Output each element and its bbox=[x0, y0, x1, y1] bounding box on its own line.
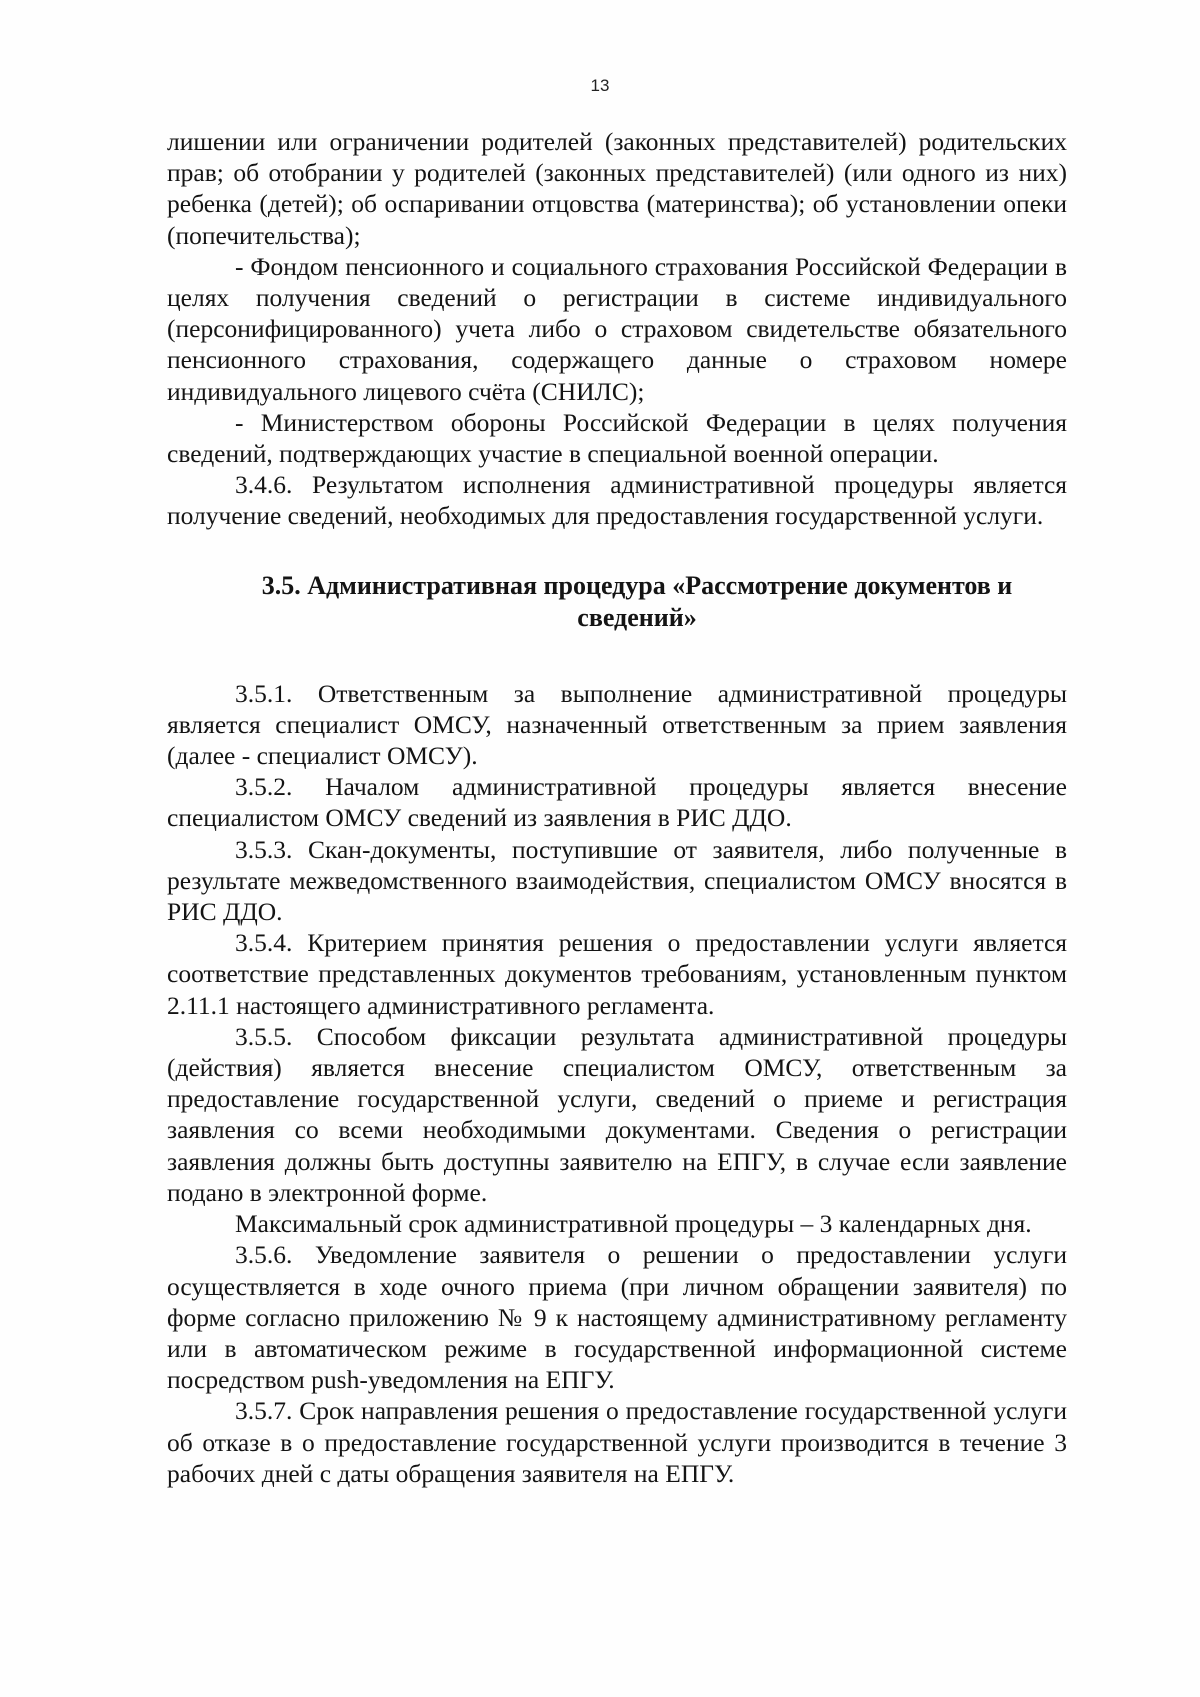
paragraph-3-5-5: 3.5.5. Способом фиксации результата административной процедуры (действия) является внесение специалистом ОМСУ, ответственным за предоставление государственной услуги, сведений о приеме и регистрация заявления со всеми необходимыми документами. Сведения о регистрации заявления должны быть доступны заявителю на ЕПГУ, в случае если заявление подано в электронной форме. bbox=[167, 1021, 1067, 1207]
paragraph-pension-fund: - Фондом пенсионного и социального страхования Российской Федерации в целях получения сведений о регистрации в системе индивидуального (персонифицированного) учета либо о страховом свидетельстве обязательного пенсионного страхования, содержащего данные о страховом номере индивидуального лицевого счёта (СНИЛС); bbox=[167, 251, 1067, 406]
paragraph-3-5-1: 3.5.1. Ответственным за выполнение административной процедуры является специалист ОМСУ, назначенный ответственным за прием заявления (далее - специалист ОМСУ). bbox=[167, 678, 1067, 771]
paragraph-defense-ministry: - Министерством обороны Российской Федерации в целях получения сведений, подтверждающих участие в специальной военной операции. bbox=[167, 407, 1067, 469]
paragraph-3-5-7: 3.5.7. Срок направления решения о предоставление государственной услуги об отказе в о предоставление государственной услуги производится в течение 3 рабочих дней с даты обращения заявителя на ЕПГУ. bbox=[167, 1396, 1067, 1488]
paragraph-3-5-3: 3.5.3. Скан-документы, поступившие от заявителя, либо полученные в результате межведомственного взаимодействия, специалистом ОМСУ вносятся в РИС ДДО. bbox=[167, 834, 1067, 927]
paragraph-3-4-6: 3.4.6. Результатом исполнения административной процедуры является получение сведений, необходимых для предоставления государственной услуги. bbox=[167, 470, 1067, 531]
page-number: 13 bbox=[590, 76, 610, 95]
paragraph-3-5-6: 3.5.6. Уведомление заявителя о решении о предоставлении услуги осуществляется в ходе очного приема (при личном обращении заявителя) по форме согласно приложению № 9 к настоящему административному регламенту или в автоматическом режиме в государственной информационной системе посредством push-уведомления на ЕПГУ. bbox=[167, 1240, 1067, 1395]
paragraph-3-5-4: 3.5.4. Критерием принятия решения о предоставлении услуги является соответствие представленных документов требованиям, установленным пунктом 2.11.1 настоящего административного регламента. bbox=[167, 928, 1067, 1020]
section-heading-3-5: 3.5. Административная процедура «Рассмотрение документов и сведений» bbox=[261, 570, 1013, 632]
paragraph-continuation: лишении или ограничении родителей (законных представителей) родительских прав; об отобрании у родителей (законных представителей) (или одного из них) ребенка (детей); об оспаривании отцовства (материнства); об установлении опеки (попечительства); bbox=[167, 127, 1067, 250]
document-body bbox=[167, 126, 1067, 1489]
paragraph-3-5-2: 3.5.2. Началом административной процедуры является внесение специалистом ОМСУ сведений из заявления в РИС ДДО. bbox=[167, 772, 1067, 833]
paragraph-max-term: Максимальный срок административной процедуры – 3 календарных дня. bbox=[235, 1209, 1032, 1239]
